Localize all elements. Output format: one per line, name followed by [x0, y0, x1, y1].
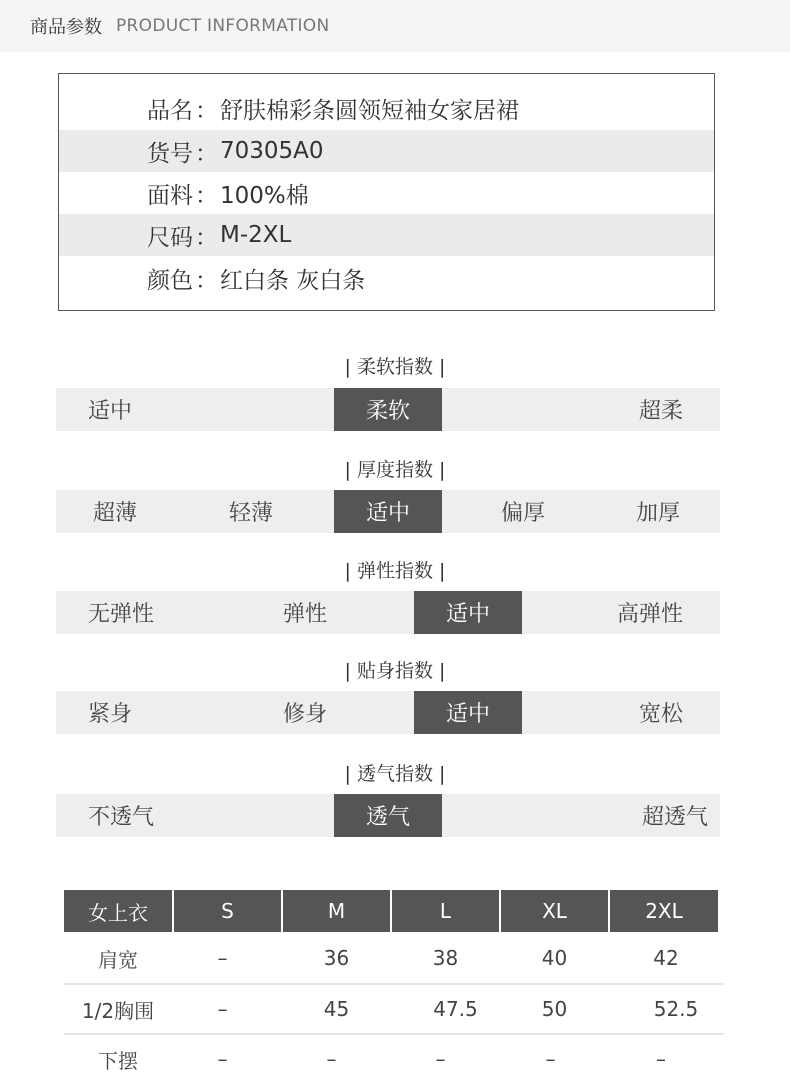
table-header-cell: M — [283, 890, 390, 932]
scale-option: 紧身 — [88, 702, 133, 727]
table-row-label: 下摆 — [98, 1048, 138, 1073]
scale-option: 修身 — [282, 702, 327, 727]
table-cell: 36 — [323, 946, 350, 970]
scale-option-selected: 适中 — [334, 490, 442, 533]
table-header-cell: 2XL — [610, 890, 718, 932]
scale-option: 加厚 — [635, 501, 680, 526]
section-title-cn: 商品参数 — [30, 17, 102, 38]
table-cell: – — [545, 1047, 556, 1071]
scale-option: 超柔 — [638, 399, 683, 424]
scale-option: 无弹性 — [88, 602, 155, 627]
table-cell: 52.5 — [653, 997, 699, 1021]
info-sep: ： — [195, 267, 218, 294]
info-key: 面料 — [147, 182, 193, 209]
scale-option: 高弹性 — [616, 602, 683, 627]
scale-option-selected: 适中 — [414, 591, 522, 634]
fit-index-title: | 贴身指数 | — [344, 660, 446, 682]
section-header — [0, 0, 790, 52]
scale-option-selected: 柔软 — [334, 388, 442, 431]
info-value: 100%棉 — [220, 182, 309, 209]
scale-option: 轻薄 — [228, 501, 273, 526]
product-info-box — [58, 73, 715, 311]
scale-option: 不透气 — [88, 805, 155, 830]
scale-option: 超透气 — [641, 805, 708, 830]
scale-option: 适中 — [88, 399, 133, 424]
section-title-en: PRODUCT INFORMATION — [116, 16, 330, 36]
table-cell: – — [217, 1047, 228, 1071]
fit-scale — [56, 691, 720, 734]
scale-option: 宽松 — [638, 702, 683, 727]
info-value: 红白条 灰白条 — [220, 267, 366, 294]
breathability-index-title: | 透气指数 | — [344, 763, 446, 785]
info-row-sku — [59, 130, 714, 172]
table-cell: – — [217, 946, 228, 970]
info-sep: ： — [195, 97, 218, 124]
info-value: 70305A0 — [220, 138, 324, 164]
scale-option: 超薄 — [92, 501, 137, 526]
info-row-size — [59, 214, 714, 256]
elasticity-scale — [56, 591, 720, 634]
breathability-scale — [56, 794, 720, 837]
table-cell: – — [656, 1047, 666, 1071]
table-row-label: 1/2胸围 — [81, 998, 155, 1023]
thickness-index-title: | 厚度指数 | — [344, 459, 446, 481]
table-cell: 42 — [653, 946, 679, 970]
table-header-cell: 女上衣 — [64, 890, 172, 932]
elasticity-index-title: | 弹性指数 | — [344, 560, 446, 582]
table-row-label: 肩宽 — [98, 947, 138, 972]
info-row-fabric — [59, 172, 714, 214]
table-cell: 38 — [432, 946, 459, 970]
info-sep: ： — [195, 182, 218, 209]
info-sep: ： — [195, 224, 218, 251]
info-row-name — [59, 86, 714, 130]
scale-option: 弹性 — [282, 602, 327, 627]
table-header-cell: S — [174, 890, 281, 932]
softness-scale — [56, 388, 720, 431]
table-cell: – — [326, 1047, 337, 1071]
info-row-color — [59, 256, 714, 300]
table-cell: 50 — [541, 997, 568, 1021]
info-sep: ： — [195, 140, 218, 167]
table-header-cell: XL — [501, 890, 608, 932]
info-key: 尺码 — [147, 224, 193, 251]
table-cell: 45 — [323, 997, 350, 1021]
table-header-cell: L — [392, 890, 499, 932]
scale-option-selected: 适中 — [414, 691, 522, 734]
scale-option-selected: 透气 — [334, 794, 442, 837]
info-key: 颜色 — [147, 267, 193, 294]
table-cell: – — [435, 1047, 446, 1071]
info-key: 货号 — [147, 140, 193, 167]
table-cell: 40 — [541, 946, 568, 970]
info-value: M-2XL — [220, 222, 292, 248]
info-key: 品名 — [147, 97, 193, 124]
info-value: 舒肤棉彩条圆领短袖女家居裙 — [220, 97, 519, 124]
scale-option: 偏厚 — [500, 501, 545, 526]
table-cell: – — [217, 997, 228, 1021]
table-cell: 47.5 — [433, 997, 478, 1021]
softness-index-title: | 柔软指数 | — [344, 356, 446, 378]
thickness-scale — [56, 490, 720, 533]
